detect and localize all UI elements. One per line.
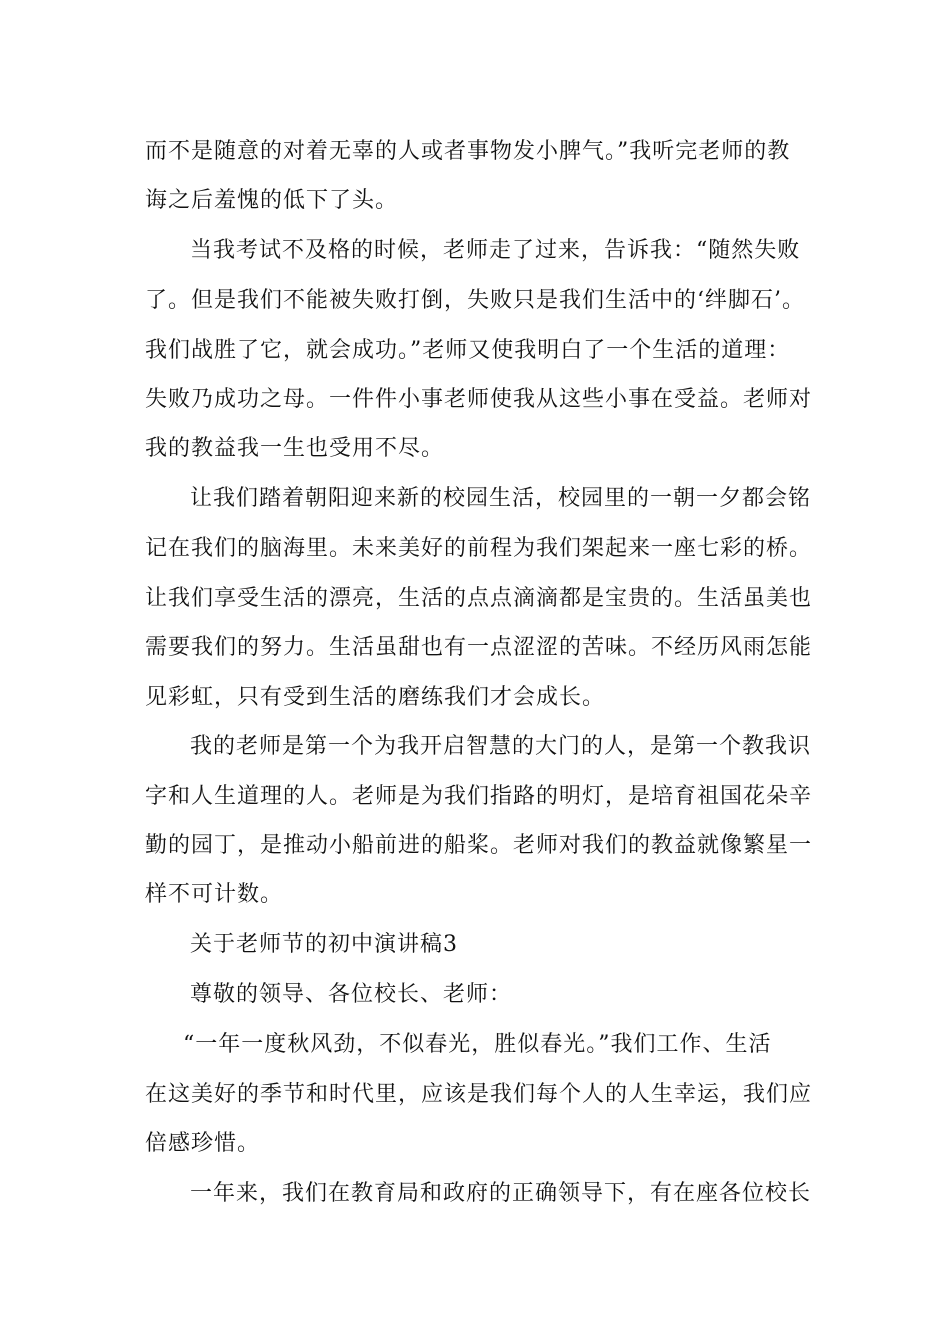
text-line: 而不是随意的对着无辜的人或者事物发小脾气。”我听完老师的教 [145,139,791,164]
text-line: 失败乃成功之母。一件件小事老师使我从这些小事在受益。老师对 [145,387,813,412]
section-heading: 关于老师节的初中演讲稿3 [190,932,458,957]
text-line: 记在我们的脑海里。未来美好的前程为我们架起来一座七彩的桥。 [145,536,813,561]
text-line: 让我们享受生活的漂亮，生活的点点滴滴都是宝贵的。生活虽美也 [145,586,813,611]
paragraph-start-line: 让我们踏着朝阳迎来新的校园生活，校园里的一朝一夕都会铭 [190,486,812,511]
text-line: 勤的园丁，是推动小船前进的船桨。老师对我们的教益就像繁星一 [145,833,813,858]
text-line: 见彩虹，只有受到生活的磨练我们才会成长。 [145,685,606,710]
paragraph-start-line: 我的老师是第一个为我开启智慧的大门的人，是第一个教我识 [190,734,812,759]
text-line: 我的教益我一生也受用不尽。 [145,436,445,461]
paragraph-start-line: 当我考试不及格的时候，老师走了过来，告诉我：“随然失败 [190,238,801,263]
paragraph-start-line: “一年一度秋风劲，不似春光，胜似春光。”我们工作、生活 [183,1032,772,1057]
text-line: 了。但是我们不能被失败打倒，失败只是我们生活中的‘绊脚石’。 [145,288,805,313]
text-line: 在这美好的季节和时代里，应该是我们每个人的人生幸运，我们应 [145,1082,813,1107]
text-line: 需要我们的努力。生活虽甜也有一点涩涩的苦味。不经历风雨怎能 [145,635,813,660]
paragraph-start-line: 一年来，我们在教育局和政府的正确领导下，有在座各位校长 [190,1181,812,1206]
text-line: 字和人生道理的人。老师是为我们指路的明灯，是培育祖国花朵辛 [145,784,813,809]
salutation-line: 尊敬的领导、各位校长、老师： [190,982,513,1007]
text-line: 我们战胜了它，就会成功。”老师又使我明白了一个生活的道理： [145,338,791,363]
text-line: 倍感珍惜。 [145,1131,261,1156]
text-line: 诲之后羞愧的低下了头。 [145,188,399,213]
text-line: 样不可计数。 [145,882,284,907]
